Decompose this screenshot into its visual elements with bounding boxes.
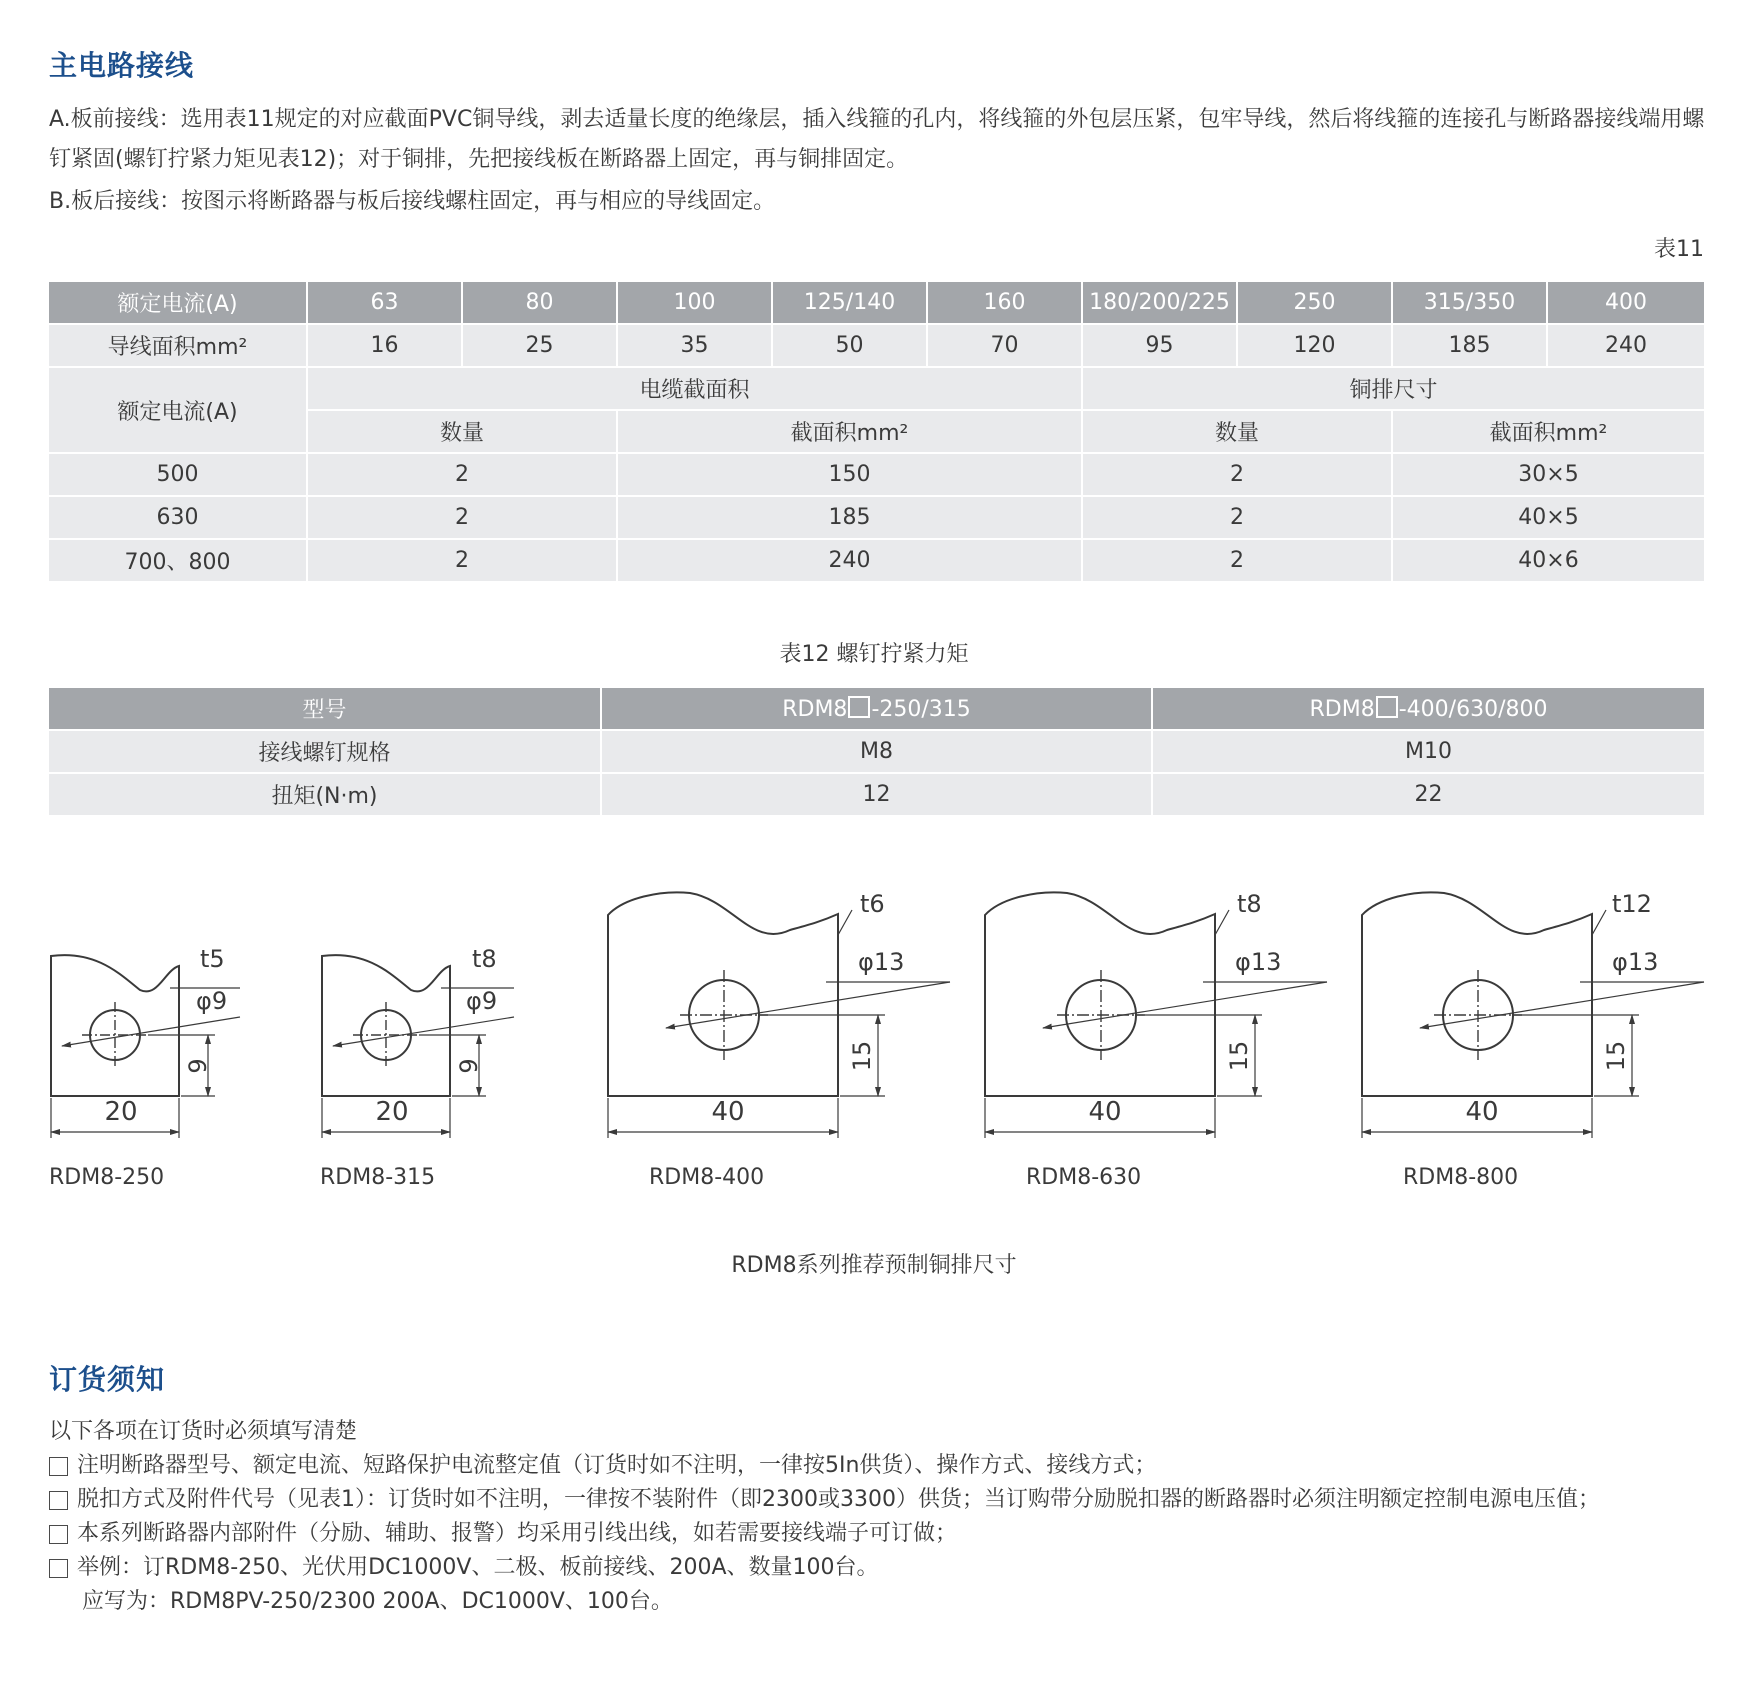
table-cell: 35 xyxy=(617,324,772,367)
table-cell: 240 xyxy=(617,539,1082,582)
table-cell: 额定电流(A) xyxy=(49,367,307,453)
model-prefix: RDM8 xyxy=(1309,696,1375,722)
table-cell: 40×5 xyxy=(1392,496,1704,539)
model-suffix: -400/630/800 xyxy=(1398,696,1548,722)
table-cell: 2 xyxy=(307,453,617,496)
hole-label: φ13 xyxy=(858,948,905,976)
table-row xyxy=(49,730,1704,773)
table-cell: 120 xyxy=(1237,324,1392,367)
table-cell: 扭矩(N·m) xyxy=(49,773,601,816)
table-cell: 240 xyxy=(1547,324,1704,367)
hole-label: φ13 xyxy=(1612,948,1659,976)
table-cell: 630 xyxy=(49,496,307,539)
model-label: RDM8-315 xyxy=(320,1165,436,1190)
section-title-main-circuit: 主电路接线 xyxy=(49,49,195,82)
table-cell: 500 xyxy=(49,453,307,496)
width-label: 40 xyxy=(711,1097,745,1127)
list-item xyxy=(49,1415,1709,1449)
placeholder-box-icon xyxy=(848,696,870,718)
table-header-cell: 额定电流(A) xyxy=(49,282,307,324)
table-cell: 数量 xyxy=(1082,410,1392,453)
checkbox-icon xyxy=(49,1559,68,1578)
table-cell: 导线面积mm² xyxy=(49,324,307,367)
table-cell: 截面积mm² xyxy=(1392,410,1704,453)
busbar-drawings xyxy=(0,870,1748,1200)
table-header-cell: 125/140 xyxy=(772,282,927,324)
hole-label: φ9 xyxy=(196,987,228,1015)
height-label: 9 xyxy=(184,1058,212,1074)
table-cell: 铜排尺寸 xyxy=(1082,367,1704,410)
hole-label: φ9 xyxy=(466,987,498,1015)
table-row xyxy=(49,539,1704,582)
table-cell: 2 xyxy=(307,539,617,582)
hole-label: φ13 xyxy=(1235,948,1282,976)
table-cell: 数量 xyxy=(307,410,617,453)
table11-caption: 表11 xyxy=(1654,237,1704,262)
table-cell: 2 xyxy=(1082,496,1392,539)
table-row xyxy=(49,688,1704,730)
table-row xyxy=(49,453,1704,496)
thickness-label: t8 xyxy=(1237,890,1262,918)
thickness-label: t12 xyxy=(1612,890,1652,918)
list-item xyxy=(49,1585,1709,1619)
busbar-drawing-rdm8-315 xyxy=(322,955,514,1138)
table-header-cell: 型号 xyxy=(49,688,601,730)
table-row xyxy=(49,496,1704,539)
list-item-text: 本系列断路器内部附件（分励、辅助、报警）均采用引线出线，如若需要接线端子可订做； xyxy=(77,1521,958,1546)
table-cell: 截面积mm² xyxy=(617,410,1082,453)
checkbox-icon xyxy=(49,1491,68,1510)
list-item xyxy=(49,1483,1709,1517)
busbar-drawing-rdm8-630 xyxy=(985,892,1327,1138)
table-header-cell: 63 xyxy=(307,282,462,324)
table-cell: 30×5 xyxy=(1392,453,1704,496)
table-cell: 2 xyxy=(1082,539,1392,582)
table-row xyxy=(49,773,1704,816)
list-item xyxy=(49,1449,1709,1483)
placeholder-box-icon xyxy=(1376,696,1398,718)
table-row xyxy=(49,324,1704,367)
table-cell: 电缆截面积 xyxy=(307,367,1082,410)
section-title-ordering: 订货须知 xyxy=(49,1363,166,1396)
table-header-cell xyxy=(601,688,1152,730)
height-label: 15 xyxy=(1602,1040,1630,1072)
thickness-label: t8 xyxy=(472,945,497,973)
table-row xyxy=(49,367,1704,410)
model-label: RDM8-250 xyxy=(49,1165,165,1190)
table-header-cell: 160 xyxy=(927,282,1082,324)
table-cell: 2 xyxy=(307,496,617,539)
busbar-drawing-rdm8-400 xyxy=(608,892,950,1138)
busbar-drawing-rdm8-250 xyxy=(51,955,240,1138)
model-prefix: RDM8 xyxy=(782,696,848,722)
checkbox-icon xyxy=(49,1457,68,1476)
height-label: 15 xyxy=(848,1040,876,1072)
table-cell: 12 xyxy=(601,773,1152,816)
height-label: 9 xyxy=(455,1058,483,1074)
table-cell: 接线螺钉规格 xyxy=(49,730,601,773)
table-cell: 22 xyxy=(1152,773,1704,816)
table-cell: 185 xyxy=(617,496,1082,539)
table-cell: 16 xyxy=(307,324,462,367)
table11 xyxy=(49,282,1704,583)
table-cell: M10 xyxy=(1152,730,1704,773)
table12 xyxy=(49,688,1704,817)
table-header-cell: 315/350 xyxy=(1392,282,1547,324)
model-label: RDM8-630 xyxy=(1026,1165,1142,1190)
thickness-label: t6 xyxy=(860,890,885,918)
list-item xyxy=(49,1551,1709,1585)
table-cell: 150 xyxy=(617,453,1082,496)
table-header-cell: 180/200/225 xyxy=(1082,282,1237,324)
width-label: 20 xyxy=(375,1097,409,1127)
list-item-text: 脱扣方式及附件代号（见表1）：订货时如不注明，一律按不装附件（即2300或3300）供货；当订购带分励脱扣器的断路器时必须注明额定控制电源电压值； xyxy=(77,1487,1600,1512)
table-cell: 40×6 xyxy=(1392,539,1704,582)
width-label: 40 xyxy=(1465,1097,1499,1127)
paragraph-front-wiring: A.板前接线：选用表11规定的对应截面PVC铜导线，剥去适量长度的绝缘层，插入线箍的孔内，将线箍的外包层压紧，包牢导线，然后将线箍的连接孔与断路器接线端用螺钉紧固(螺钉拧紧力矩见表12)；对于铜排，先把接线板在断路器上固定，再与铜排固定。 xyxy=(49,107,1705,172)
table-row xyxy=(49,282,1704,324)
table-header-cell xyxy=(1152,688,1704,730)
table-header-cell: 80 xyxy=(462,282,617,324)
width-label: 20 xyxy=(104,1097,138,1127)
table-cell: M8 xyxy=(601,730,1152,773)
table-header-cell: 100 xyxy=(617,282,772,324)
model-label: RDM8-800 xyxy=(1403,1165,1519,1190)
example-answer: 应写为：RDM8PV-250/2300 200A、DC1000V、100台。 xyxy=(82,1589,673,1614)
table-cell: 185 xyxy=(1392,324,1547,367)
table-cell: 95 xyxy=(1082,324,1237,367)
model-suffix: -250/315 xyxy=(871,696,971,722)
table12-caption: 表12 螺钉拧紧力矩 xyxy=(779,642,969,667)
table-cell: 70 xyxy=(927,324,1082,367)
list-item-text: 注明断路器型号、额定电流、短路保护电流整定值（订货时如不注明，一律按5In供货）、操作方式、接线方式； xyxy=(77,1453,1157,1478)
checkbox-icon xyxy=(49,1525,68,1544)
ordering-intro: 以下各项在订货时必须填写清楚 xyxy=(49,1419,358,1444)
table-header-cell: 250 xyxy=(1237,282,1392,324)
width-label: 40 xyxy=(1088,1097,1122,1127)
model-label: RDM8-400 xyxy=(649,1165,765,1190)
list-item xyxy=(49,1517,1709,1551)
table-cell: 700、800 xyxy=(49,539,307,582)
list-item-text: 举例：订RDM8-250、光伏用DC1000V、二极、板前接线、200A、数量100台。 xyxy=(77,1555,879,1580)
table-cell: 50 xyxy=(772,324,927,367)
busbar-drawing-rdm8-800 xyxy=(1362,892,1704,1138)
height-label: 15 xyxy=(1225,1040,1253,1072)
thickness-label: t5 xyxy=(200,945,225,973)
table-cell: 2 xyxy=(1082,453,1392,496)
table-cell: 25 xyxy=(462,324,617,367)
paragraph-rear-wiring: B.板后接线：按图示将断路器与板后接线螺柱固定，再与相应的导线固定。 xyxy=(49,189,776,214)
table-header-cell: 400 xyxy=(1547,282,1704,324)
drawings-caption: RDM8系列推荐预制铜排尺寸 xyxy=(731,1253,1017,1278)
ordering-notes-list xyxy=(49,1415,1709,1619)
